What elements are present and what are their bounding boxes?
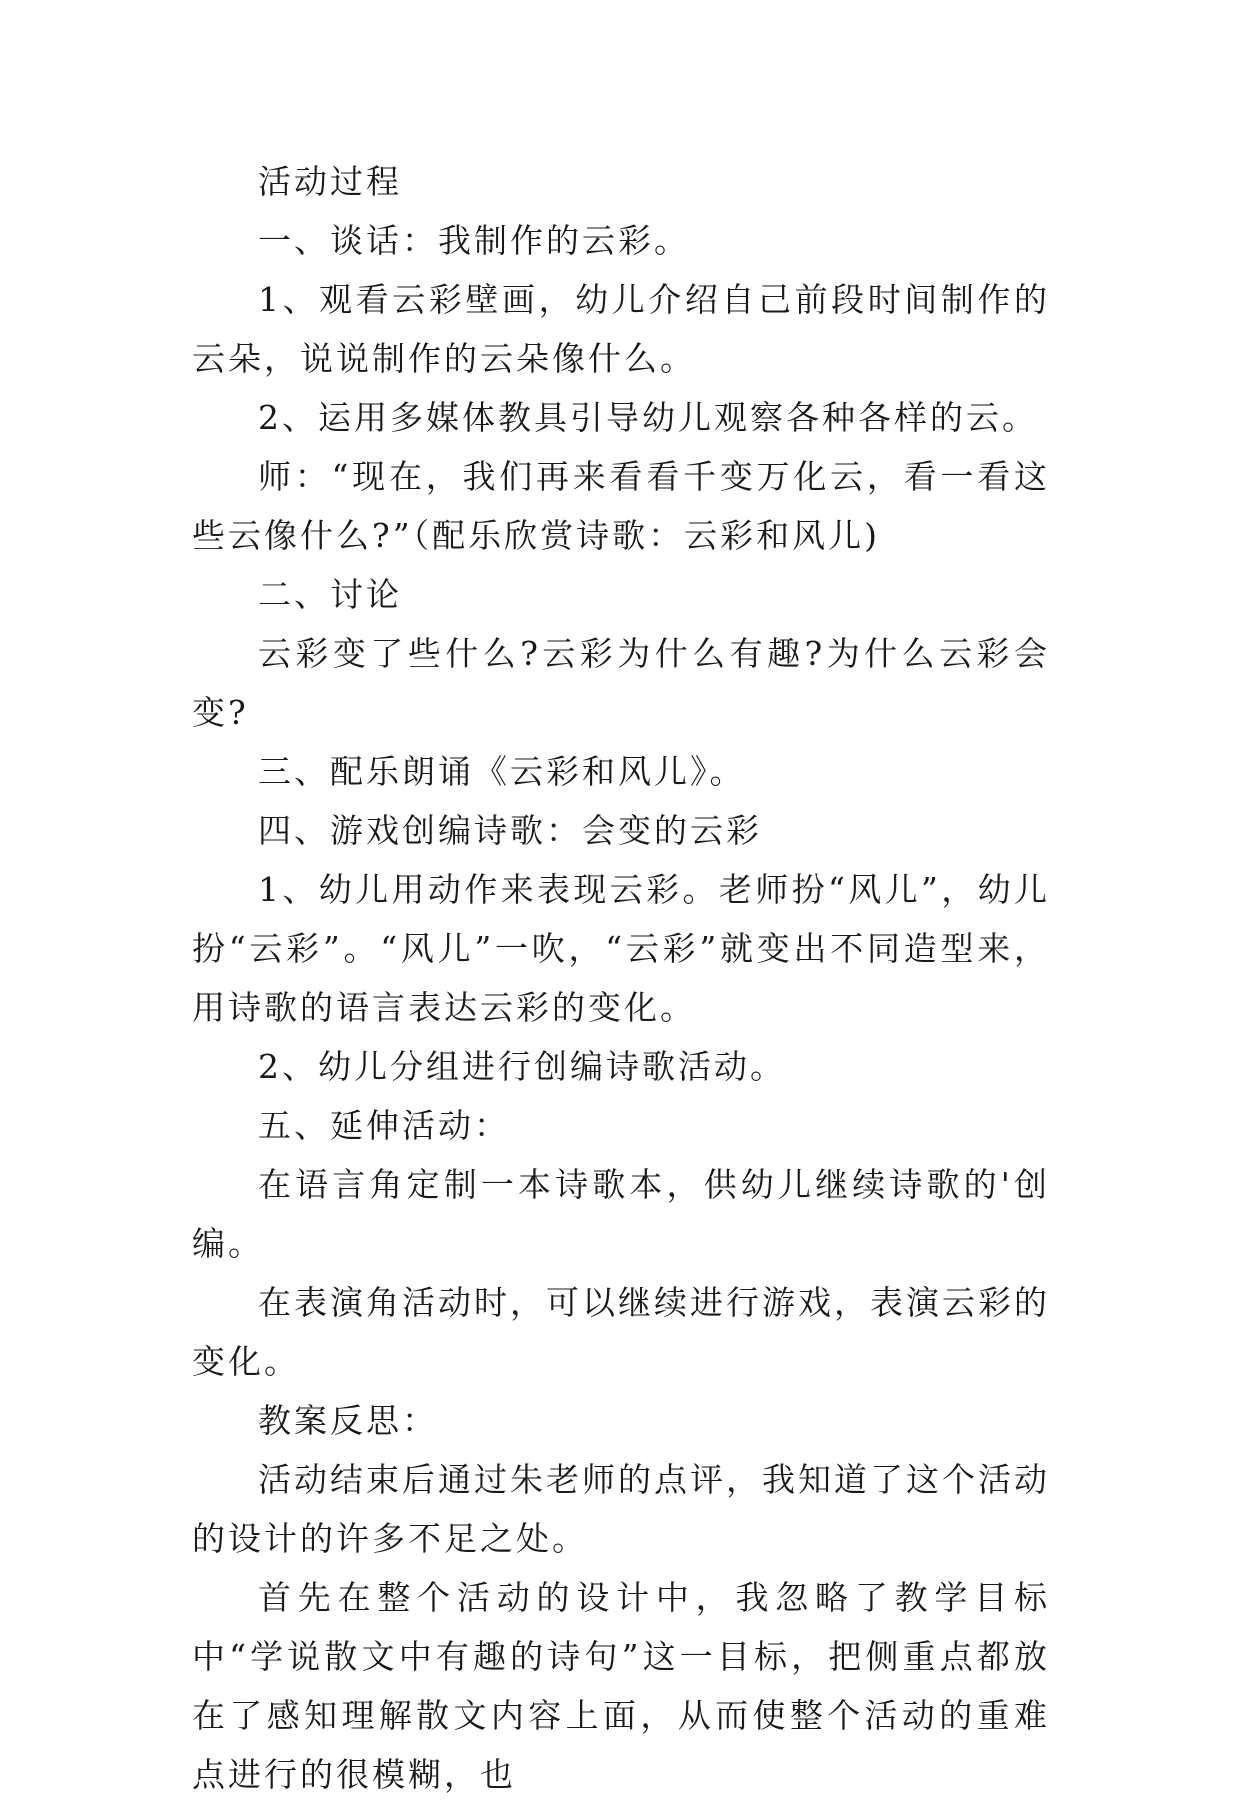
paragraph: 云彩变了些什么?云彩为什么有趣?为什么云彩会变? bbox=[192, 634, 1050, 732]
paragraph: 2、幼儿分组进行创编诗歌活动。 bbox=[258, 1047, 786, 1086]
paragraph-section-5-heading: 五、延伸活动： bbox=[258, 1106, 510, 1145]
paragraph-section-1-heading: 一、谈话：我制作的云彩。 bbox=[258, 221, 690, 260]
paragraph-section-3-heading: 三、配乐朗诵《云彩和风儿》。 bbox=[258, 752, 746, 791]
paragraph: 2、运用多媒体教具引导幼儿观察各种各样的云。 bbox=[258, 398, 1038, 437]
document-body bbox=[192, 152, 1050, 1804]
paragraph-section-2-heading: 二、讨论 bbox=[258, 575, 402, 614]
paragraph: 师：“现在，我们再来看看千变万化云，看一看这些云像什么?”（配乐欣赏诗歌：云彩和风儿) bbox=[192, 457, 1050, 555]
paragraph: 1、观看云彩壁画，幼儿介绍自己前段时间制作的云朵，说说制作的云朵像什么。 bbox=[192, 280, 1050, 378]
paragraph: 在表演角活动时，可以继续进行游戏，表演云彩的变化。 bbox=[192, 1283, 1050, 1381]
paragraph: 活动结束后通过朱老师的点评，我知道了这个活动的设计的许多不足之处。 bbox=[192, 1460, 1050, 1558]
paragraph: 在语言角定制一本诗歌本，供幼儿继续诗歌的'创编。 bbox=[192, 1165, 1050, 1263]
paragraph-reflection-heading: 教案反思： bbox=[258, 1401, 438, 1440]
paragraph-activity-process-heading: 活动过程 bbox=[258, 162, 402, 201]
paragraph: 1、幼儿用动作来表现云彩。老师扮“风儿”，幼儿扮“云彩”。“风儿”一吹，“云彩”就变出不同造型来，用诗歌的语言表达云彩的变化。 bbox=[192, 870, 1050, 1027]
paragraph: 首先在整个活动的设计中，我忽略了教学目标中“学说散文中有趣的诗句”这一目标，把侧重点都放在了感知理解散文内容上面，从而使整个活动的重难点进行的很模糊，也 bbox=[192, 1578, 1050, 1794]
paragraph-section-4-heading: 四、游戏创编诗歌：会变的云彩 bbox=[258, 811, 762, 850]
